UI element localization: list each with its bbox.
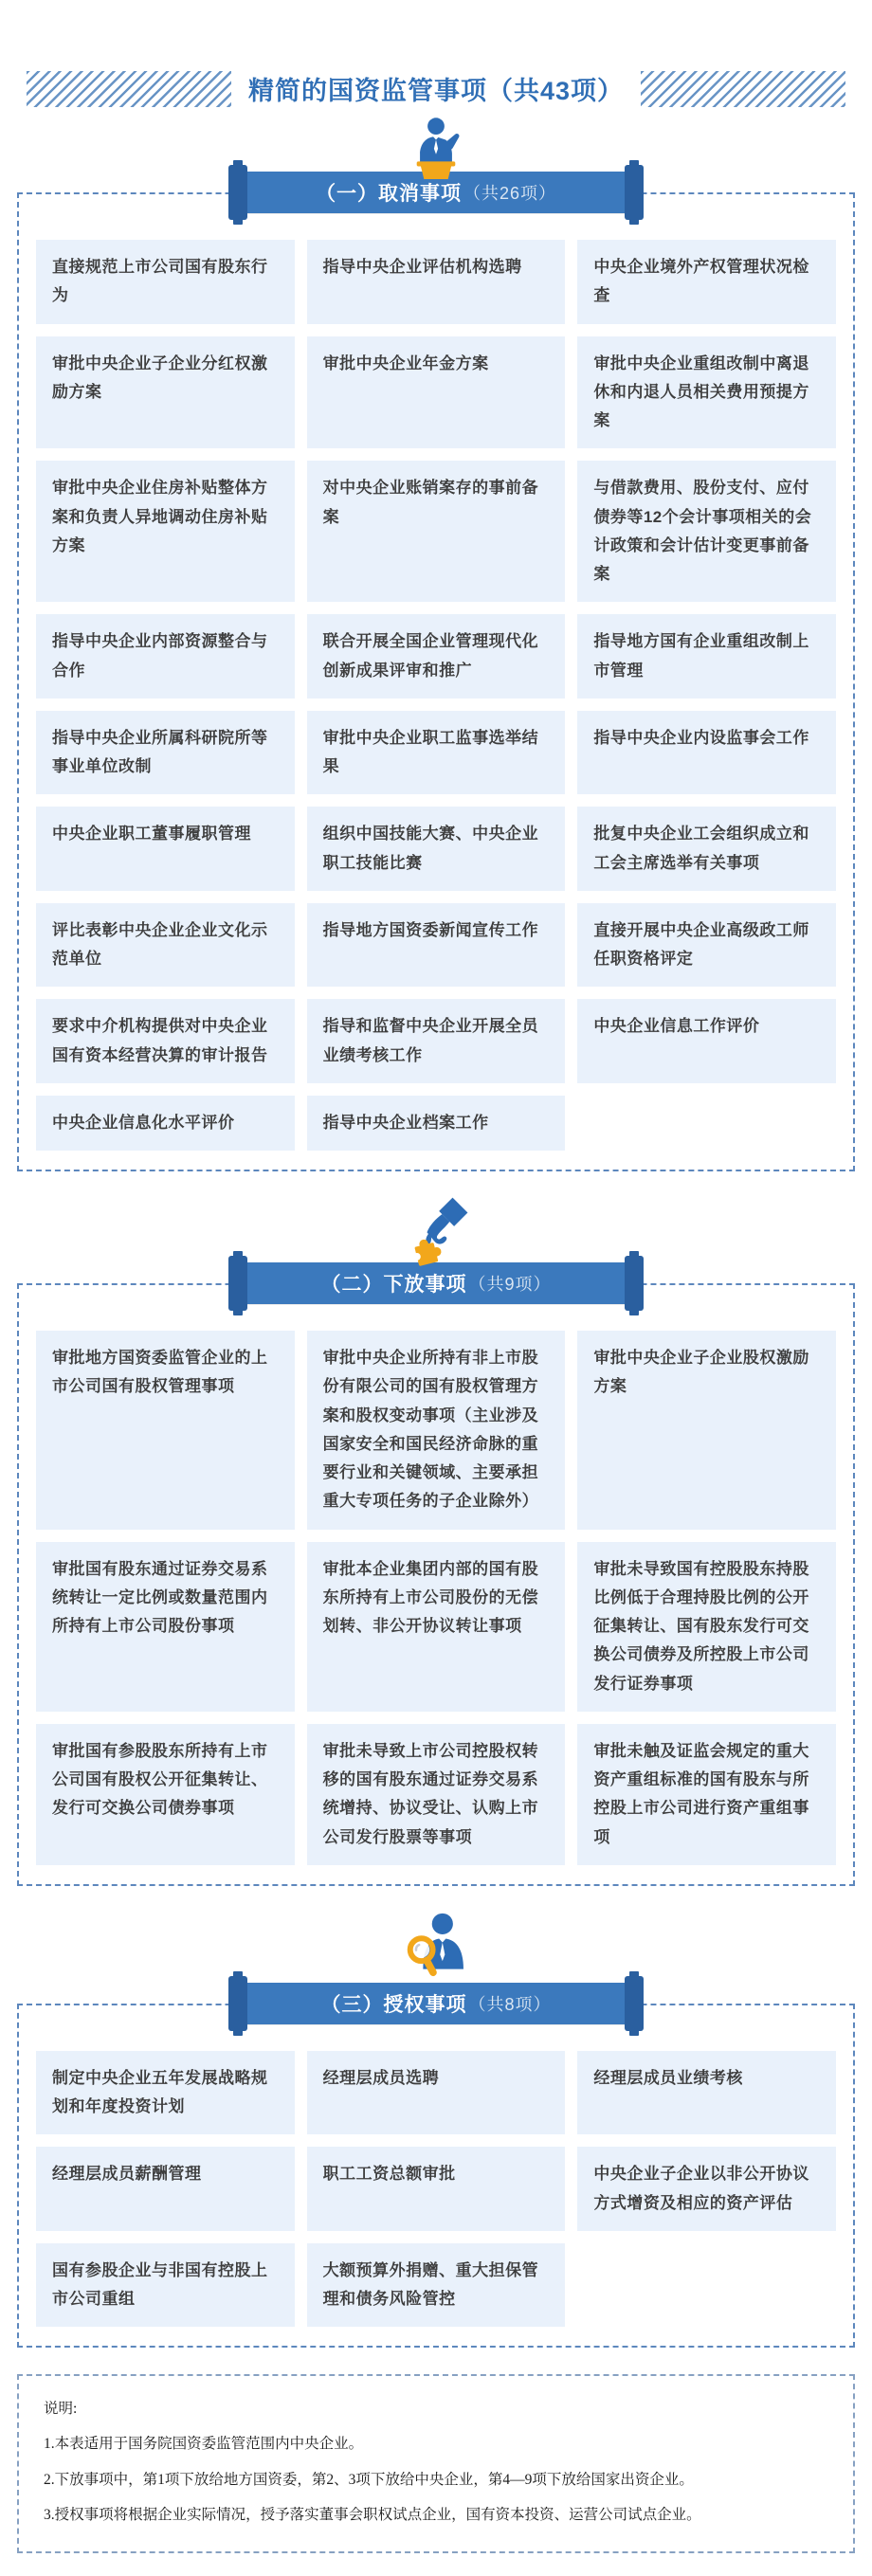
cancelled-item-cell: 联合开展全国企业管理现代化创新成果评审和推广 [307, 614, 566, 698]
page-title: 精简的国资监管事项（共43项） [247, 77, 625, 105]
cancelled-item-cell: 中央企业信息工作评价 [577, 999, 836, 1083]
cancelled-item-cell: 中央企业境外产权管理状况检查 [577, 240, 836, 324]
cancelled-item-cell: 审批中央企业重组改制中离退休和内退人员相关费用预提方案 [577, 336, 836, 449]
authorized-item-cell: 经理层成员薪酬管理 [36, 2147, 295, 2231]
cancelled-item-cell: 指导中央企业档案工作 [307, 1096, 566, 1151]
cancelled-item-cell: 直接规范上市公司国有股东行为 [36, 240, 295, 324]
cancelled-item-cell: 审批中央企业子企业分红权激励方案 [36, 336, 295, 449]
magnifier-person-icon [392, 1911, 480, 1990]
cancelled-item-cell: 指导中央企业内设监事会工作 [577, 711, 836, 795]
cancelled-item-cell: 组织中国技能大赛、中央企业职工技能比赛 [307, 807, 566, 891]
note-line: 3.授权事项将根据企业实际情况，授予落实董事会职权试点企业，国有资本投资、运营公司试点企业。 [44, 2506, 701, 2523]
authorized-item-cell: 国有参股企业与非国有控股上市公司重组 [36, 2243, 295, 2328]
delegated-item-cell: 审批中央企业所持有非上市股份有限公司的国有股权管理方案和股权变动事项（主业涉及国家安全和国民经济命脉的重要行业和关键领域、主要承担重大专项任务的子企业除外） [307, 1331, 566, 1530]
delegated-item-cell: 审批国有股东通过证券交易系统转让一定比例或数量范围内所持有上市公司股份事项 [36, 1542, 295, 1712]
banner-title: （三）授权事项 [320, 1993, 467, 2016]
note-line: 1.本表适用于国务院国资委监管范围内中央企业。 [44, 2436, 364, 2453]
banner-count: （共9项） [468, 1275, 552, 1294]
cancelled-item-cell: 直接开展中央企业高级政工师任职资格评定 [577, 903, 836, 988]
cancelled-item-cell: 指导地方国有企业重组改制上市管理 [577, 614, 836, 698]
delegated-item-cell: 审批中央企业子企业股权激励方案 [577, 1331, 836, 1530]
banner-count: （共8项） [468, 1994, 552, 2014]
cancelled-item-cell: 与借款费用、股份支付、应付债券等12个会计事项相关的会计政策和会计估计变更事前备案 [577, 461, 836, 602]
cancelled-item-cell: 审批中央企业住房补贴整体方案和负责人异地调动住房补贴方案 [36, 461, 295, 602]
notes-label: 说明: [44, 2401, 78, 2418]
page-header [27, 70, 845, 107]
note-line: 2.下放事项中，第1项下放给地方国资委，第2、3项下放给中央企业，第4—9项下放给国家出资企业。 [44, 2471, 694, 2488]
cancelled-item-cell: 指导中央企业内部资源整合与合作 [36, 614, 295, 698]
cancelled-item-cell: 中央企业信息化水平评价 [36, 1096, 295, 1151]
podium-speaker-icon [395, 117, 477, 179]
cancelled-item-cell: 批复中央企业工会组织成立和工会主席选举有关事项 [577, 807, 836, 891]
authorized-item-cell: 大额预算外捐赠、重大担保管理和债务风险管控 [307, 2243, 566, 2328]
authorized-item-cell: 制定中央企业五年发展战略规划和年度投资计划 [36, 2051, 295, 2135]
cancelled-item-cell: 指导中央企业所属科研院所等事业单位改制 [36, 711, 295, 795]
hand-puzzle-icon [398, 1196, 474, 1270]
banner-count: （共26项） [463, 184, 557, 203]
delegated-item-cell: 审批未触及证监会规定的重大资产重组标准的国有股东与所控股上市公司进行资产重组事项 [577, 1724, 836, 1865]
delegated-items-grid [36, 1331, 836, 1865]
banner-title: （一）取消事项 [315, 183, 462, 205]
authorized-items-box [17, 2004, 855, 2349]
delegated-item-cell: 审批未导致国有控股股东持股比例低于合理持股比例的公开征集转让、国有股东发行可交换公司债券及所控股上市公司发行证券事项 [577, 1542, 836, 1712]
authorized-item-cell: 职工工资总额审批 [307, 2147, 566, 2231]
cancelled-items-grid [36, 240, 836, 1151]
cancelled-item-cell: 中央企业职工董事履职管理 [36, 807, 295, 891]
cancelled-items-box [17, 192, 855, 1171]
cancelled-item-cell: 指导地方国资委新闻宣传工作 [307, 903, 566, 988]
delegated-item-cell: 审批未导致上市公司控股权转移的国有股东通过证券交易系统增持、协议受让、认购上市公司发行股票等事项 [307, 1724, 566, 1865]
cancelled-item-cell: 审批中央企业年金方案 [307, 336, 566, 449]
section-delegated-items [0, 1196, 872, 1886]
authorized-items-grid [36, 2051, 836, 2328]
section-cancelled-items [0, 117, 872, 1171]
delegated-item-cell: 审批地方国资委监管企业的上市公司国有股权管理事项 [36, 1331, 295, 1530]
cancelled-item-cell: 要求中介机构提供对中央企业国有资本经营决算的审计报告 [36, 999, 295, 1083]
cancelled-item-cell: 评比表彰中央企业企业文化示范单位 [36, 903, 295, 988]
authorized-item-cell: 经理层成员选聘 [307, 2051, 566, 2135]
cancelled-item-cell: 指导中央企业评估机构选聘 [307, 240, 566, 324]
delegated-item-cell: 审批国有参股股东所持有上市公司国有股权公开征集转让、发行可交换公司债券事项 [36, 1724, 295, 1865]
notes-box [17, 2374, 855, 2553]
hatch-stripes-right [641, 71, 845, 107]
section-authorized-items [0, 1911, 872, 2349]
cancelled-item-cell: 指导和监督中央企业开展全员业绩考核工作 [307, 999, 566, 1083]
hatch-stripes-left [27, 71, 231, 107]
delegated-items-box [17, 1283, 855, 1886]
authorized-item-cell: 中央企业子企业以非公开协议方式增资及相应的资产评估 [577, 2147, 836, 2231]
authorized-item-cell: 经理层成员业绩考核 [577, 2051, 836, 2135]
cancelled-item-cell: 审批中央企业职工监事选举结果 [307, 711, 566, 795]
cancelled-item-cell: 对中央企业账销案存的事前备案 [307, 461, 566, 602]
delegated-item-cell: 审批本企业集团内部的国有股东所持有上市公司股份的无偿划转、非公开协议转让事项 [307, 1542, 566, 1712]
banner-title: （二）下放事项 [320, 1274, 467, 1296]
